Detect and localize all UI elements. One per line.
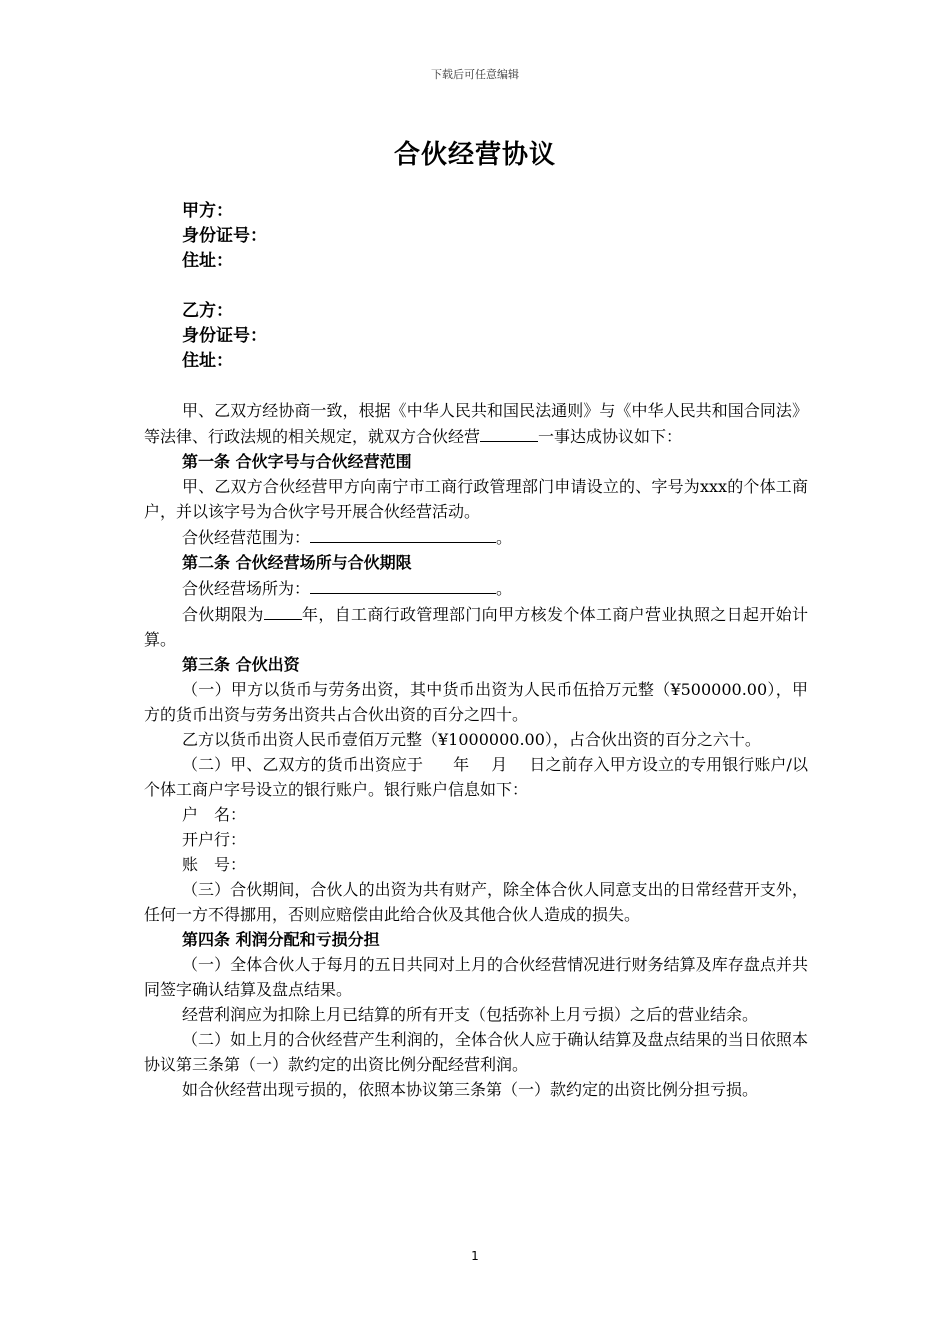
article-1-paragraph: 甲、乙双方合伙经营甲方向南宁市工商行政管理部门申请设立的、字号为xxx的个体工商户，并以该字号为合伙字号开展合伙经营活动。 bbox=[144, 477, 808, 521]
article-4-paragraph-4: 如合伙经营出现亏损的，依照本协议第三条第（一）款约定的出资比例分担亏损。 bbox=[182, 1080, 759, 1099]
agreement-body bbox=[144, 398, 808, 1102]
party-a-id: 身份证号： bbox=[182, 226, 267, 246]
article-4-paragraph-2: 经营利润应为扣除上月已结算的所有开支（包括弥补上月亏损）之后的营业结余。 bbox=[182, 1005, 759, 1024]
party-b-label: 乙方： bbox=[182, 301, 233, 321]
article-4-paragraph-1: （一）全体合伙人于每月的五日共同对上月的合伙经营情况进行财务结算及库存盘点并共同签字确认结算及盘点结果。 bbox=[144, 955, 808, 999]
party-a-address: 住址： bbox=[182, 251, 233, 271]
article-3-paragraph-4: （三）合伙期间，合伙人的出资为共有财产，除全体合伙人同意支出的日常经营开支外，任何一方不得挪用，否则应赔偿由此给合伙及其他合伙人造成的损失。 bbox=[144, 880, 808, 924]
intro-paragraph: 甲、乙双方经协商一致，根据《中华人民共和国民法通则》与《中华人民共和国合同法》等法律、行政法规的相关规定，就双方合伙经营 一事达成协议如下： bbox=[144, 401, 808, 446]
article-3-paragraph-1: （一）甲方以货币与劳务出资，其中货币出资为人民币伍拾万元整（¥500000.00），甲方的货币出资与劳务出资共占合伙出资的百分之四十。 bbox=[144, 680, 808, 724]
blank-line bbox=[480, 423, 538, 442]
parties-block bbox=[182, 199, 267, 374]
term-paragraph: 合伙期限为 年，自工商行政管理部门向甲方核发个体工商户营业执照之日起开始计算。 bbox=[144, 601, 808, 652]
place-line: 合伙经营场所为： 。 bbox=[144, 575, 808, 601]
blank-line bbox=[310, 524, 496, 543]
article-3-paragraph-2: 乙方以货币出资人民币壹佰万元整（¥1000000.00），占合伙出资的百分之六十。 bbox=[182, 730, 761, 749]
article-3-paragraph-3: （二）甲、乙双方的货币出资应于 年 月 日之前存入甲方设立的专用银行账户/以个体工商户字号设立的银行账户。银行账户信息如下： bbox=[144, 755, 808, 799]
document-title: 合伙经营协议 bbox=[393, 140, 556, 170]
blank-line bbox=[264, 601, 302, 620]
account-name: 户 名： bbox=[182, 805, 247, 824]
article-4-heading: 第四条 利润分配和亏损分担 bbox=[182, 930, 380, 949]
account-bank: 开户行： bbox=[182, 830, 247, 849]
party-b-address: 住址： bbox=[182, 351, 233, 371]
page-number: 1 bbox=[471, 1249, 479, 1263]
article-4-paragraph-3: （二）如上月的合伙经营产生利润的，全体合伙人应于确认结算及盘点结果的当日依照本协议第三条第（一）款约定的出资比例分配经营利润。 bbox=[144, 1030, 808, 1074]
article-2-heading: 第二条 合伙经营场所与合伙期限 bbox=[182, 553, 412, 572]
scope-line: 合伙经营范围为： 。 bbox=[144, 524, 808, 550]
party-b-id: 身份证号： bbox=[182, 326, 267, 346]
account-number: 账 号： bbox=[182, 855, 247, 874]
party-a-label: 甲方： bbox=[182, 201, 233, 221]
page-header: 下载后可任意编辑 bbox=[431, 68, 519, 81]
article-1-heading: 第一条 合伙字号与合伙经营范围 bbox=[182, 452, 412, 471]
article-3-heading: 第三条 合伙出资 bbox=[182, 655, 300, 674]
blank-line bbox=[310, 575, 496, 594]
